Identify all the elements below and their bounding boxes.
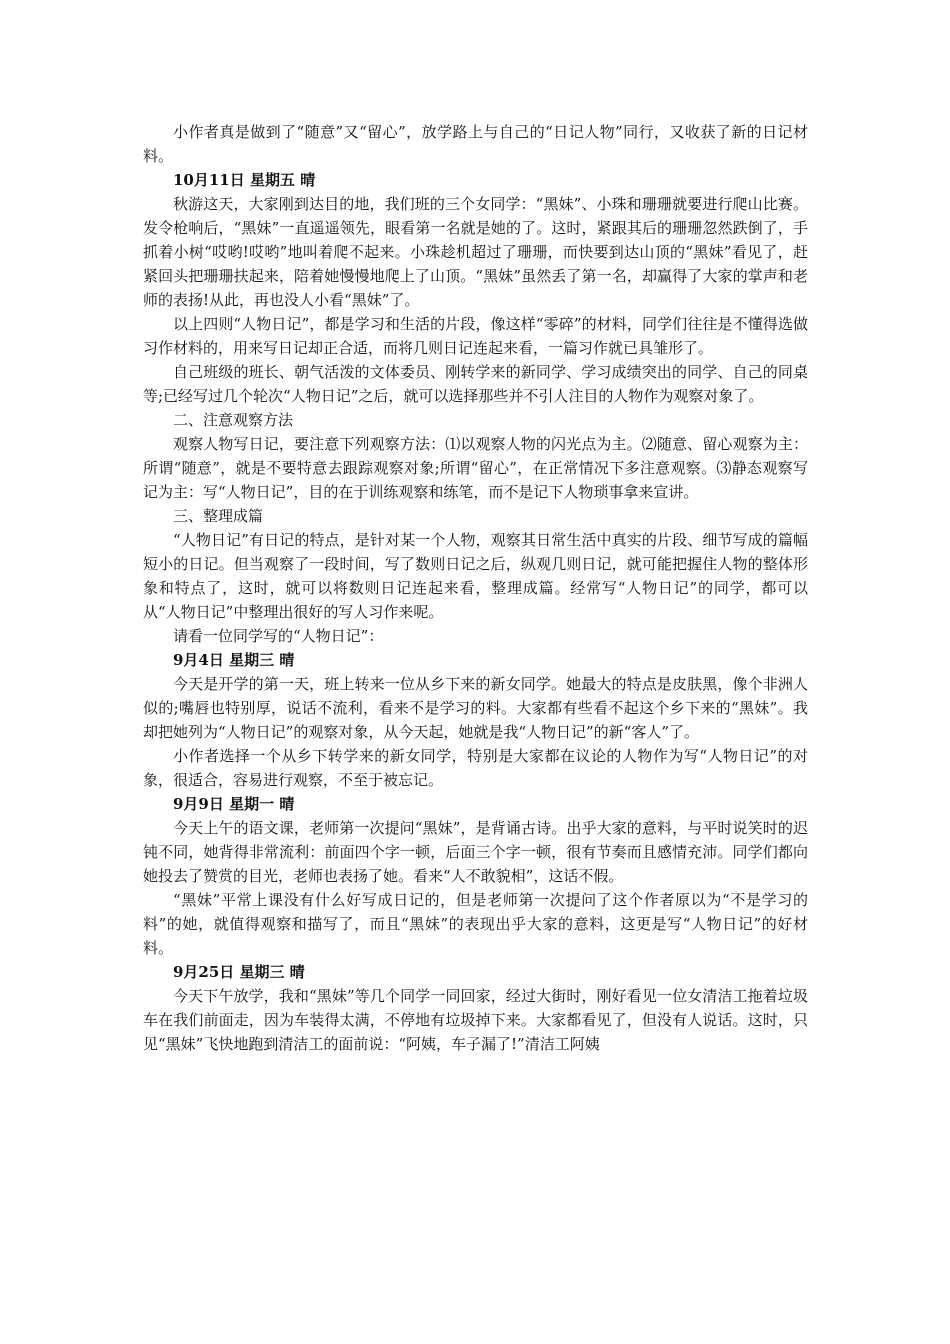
section-heading: 三、整理成篇 xyxy=(173,507,264,525)
paragraph: 观察人物写日记，要注意下列观察方法：⑴以观察人物的闪光点为主。⑵随意、留心观察为主：所谓“随意”，就是不要特意去跟踪观察对象;所谓“留心”，在正常情况下多注意观察。⑶静态观察写记为主：写“人物日记”，目的在于训练观察和练笔，而不是记下人物琐事拿来宣讲。 xyxy=(143,435,808,501)
paragraph: 自己班级的班长、朝气活泼的文体委员、刚转学来的新同学、学习成绩突出的同学、自己的同桌等;已经写过几个轮次“人物日记”之后，就可以选择那些并不引人注目的人物作为观察对象了。 xyxy=(143,363,808,405)
paragraph: “黑妹”平常上课没有什么好写成日记的，但是老师第一次提问了这个作者原以为“不是学习的料”的她，就值得观察和描写了，而且“黑妹”的表现出乎大家的意料，这更是写“人物日记”的好材料。 xyxy=(143,891,808,957)
paragraph: 今天是开学的第一天，班上转来一位从乡下来的新女同学。她最大的特点是皮肤黑，像个非洲人似的;嘴唇也特别厚，说话不流利，看来不是学习的料。大家都有些看不起这个乡下来的“黑妹”。我却把她列为“人物日记”的观察对象，从今天起，她就是我“人物日记”的新“客人”了。 xyxy=(143,675,808,741)
document-body xyxy=(143,120,808,1056)
diary-date-heading: 9月4日 星期三 晴 xyxy=(173,651,295,669)
paragraph: 今天上午的语文课，老师第一次提问“黑妹”，是背诵古诗。出乎大家的意料，与平时说笑时的迟钝不同，她背得非常流利：前面四个字一顿，后面三个字一顿，很有节奏而且感情充沛。同学们都向她投去了赞赏的目光，老师也表扬了她。看来“人不敢貌相”，这话不假。 xyxy=(143,819,808,885)
section-heading: 二、注意观察方法 xyxy=(173,411,294,429)
paragraph: 小作者选择一个从乡下转学来的新女同学，特别是大家都在议论的人物作为写“人物日记”的对象，很适合，容易进行观察，不至于被忘记。 xyxy=(143,747,808,789)
diary-date-heading: 10月11日 星期五 晴 xyxy=(173,171,316,189)
paragraph: 小作者真是做到了“随意”又“留心”，放学路上与自己的“日记人物”同行，又收获了新的日记材料。 xyxy=(143,123,808,165)
paragraph: 请看一位同学写的“人物日记”： xyxy=(173,627,384,645)
diary-date-heading: 9月25日 星期三 晴 xyxy=(173,963,305,981)
paragraph: 以上四则“人物日记”，都是学习和生活的片段，像这样“零碎”的材料，同学们往往是不懂得选做习作材料的，用来写日记却正合适，而将几则日记连起来看，一篇习作就已具雏形了。 xyxy=(143,315,808,357)
paragraph: 秋游这天，大家刚到达目的地，我们班的三个女同学：“黑妹”、小珠和珊珊就要进行爬山比赛。发令枪响后，“黑妹”一直遥遥领先，眼看第一名就是她的了。这时，紧跟其后的珊珊忽然跌倒了，手抓着小树“哎哟!哎哟”地叫着爬不起来。小珠趁机超过了珊珊，而快要到达山顶的“黑妹”看见了，赶紧回头把珊珊扶起来，陪着她慢慢地爬上了山顶。“黑妹”虽然丢了第一名，却赢得了大家的掌声和老师的表扬!从此，再也没人小看“黑妹”了。 xyxy=(143,195,808,309)
paragraph: “人物日记”有日记的特点，是针对某一个人物，观察其日常生活中真实的片段、细节写成的篇幅短小的日记。但当观察了一段时间，写了数则日记之后，纵观几则日记，就可能把握住人物的整体形象和特点了，这时，就可以将数则日记连起来看，整理成篇。经常写“人物日记”的同学，都可以从“人物日记”中整理出很好的写人习作来呢。 xyxy=(143,531,808,621)
paragraph: 今天下午放学，我和“黑妹”等几个同学一同回家，经过大街时，刚好看见一位女清洁工拖着垃圾车在我们前面走，因为车装得太满，不停地有垃圾掉下来。大家都看见了，但没有人说话。这时，只见“黑妹”飞快地跑到清洁工的面前说：“阿姨，车子漏了!”清洁工阿姨 xyxy=(143,987,808,1053)
diary-date-heading: 9月9日 星期一 晴 xyxy=(173,795,295,813)
